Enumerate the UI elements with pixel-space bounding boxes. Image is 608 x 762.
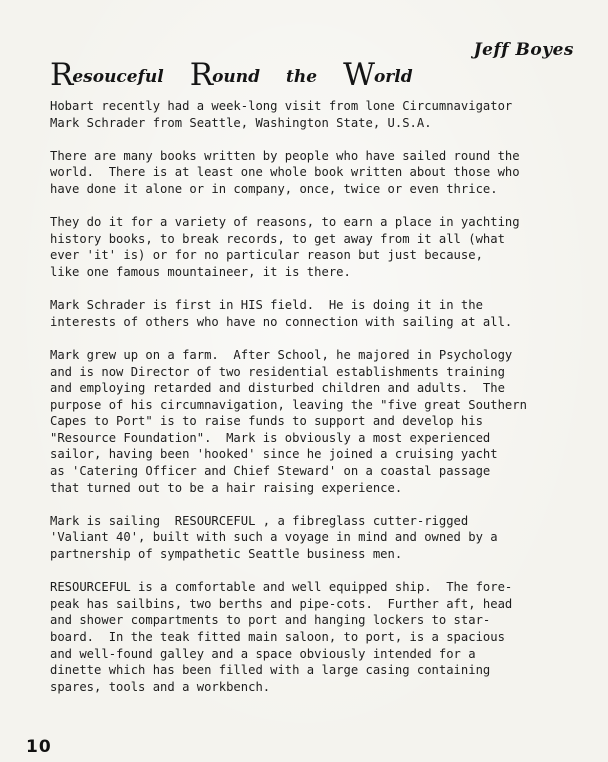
- text-line: There are many books written by people who have sailed round the: [50, 148, 520, 163]
- text-line: interests of others who have no connection with sailing at all.: [50, 314, 513, 329]
- paragraph: [50, 347, 595, 496]
- text-line: world. There is at least one whole book written about those who: [50, 165, 520, 180]
- text-line: partnership of sympathetic Seattle business men.: [50, 547, 403, 562]
- text-line: board. In the teak fitted main saloon, to port, is a spacious: [50, 630, 505, 644]
- text-line: Capes to Port" is to raise funds to support and develop his: [50, 414, 483, 429]
- text-line: and shower compartments to port and hanging lockers to star-: [50, 613, 491, 628]
- text-line: purpose of his circumnavigation, leaving the "five great Southern: [50, 397, 527, 412]
- text-line: RESOURCEFUL is a comfortable and well equipped ship. The fore-: [50, 580, 513, 595]
- paragraph: [50, 214, 595, 280]
- paragraph: [50, 579, 595, 695]
- text-line: "Resource Foundation". Mark is obviously a most experienced: [50, 430, 491, 445]
- text-line: dinette which has been filled with a large casing containing: [50, 663, 491, 678]
- title-word-2: Round: [189, 57, 261, 93]
- text-line: and well-found galley and a space obviously intended for a: [50, 646, 476, 661]
- text-line: like one famous mountaineer, it is there.: [50, 264, 351, 279]
- text-line: history books, to break records, to get away from it all (what: [50, 231, 505, 246]
- text-line: ever 'it' is) or for no particular reason but just because,: [50, 248, 483, 263]
- text-line: sailor, having been 'hooked' since he joined a cruising yacht: [50, 447, 498, 462]
- text-line: Mark is sailing RESOURCEFUL , a fibreglass cutter-rigged: [50, 513, 469, 528]
- paragraph: [50, 297, 595, 330]
- title-word-1: Resouceful: [50, 57, 164, 93]
- text-line: Mark Schrader is first in HIS field. He is doing it in the: [50, 298, 483, 313]
- text-line: spares, tools and a workbench.: [50, 679, 271, 694]
- text-line: as 'Catering Officer and Chief Steward' on a coastal passage: [50, 464, 491, 479]
- text-line: and is now Director of two residential establishments training: [50, 364, 505, 379]
- page-number: 10: [26, 737, 52, 757]
- paragraph: [50, 148, 595, 198]
- article-body: [50, 98, 595, 712]
- text-line: and employing retarded and disturbed children and adults. The: [50, 381, 505, 396]
- author-name: Jeff Boyes: [473, 40, 574, 60]
- article-title: [50, 57, 439, 93]
- text-line: Mark Schrader from Seattle, Washington State, U.S.A.: [50, 115, 432, 130]
- text-line: that turned out to be a hair raising experience.: [50, 480, 403, 495]
- text-line: Mark grew up on a farm. After School, he majored in Psychology: [50, 347, 513, 362]
- text-line: Hobart recently had a week-long visit from lone Circumnavigator: [50, 99, 513, 113]
- paragraph: [50, 98, 595, 131]
- title-word-3: the: [286, 67, 318, 87]
- text-line: have done it alone or in company, once, twice or even thrice.: [50, 181, 498, 196]
- title-word-4: World: [343, 57, 413, 93]
- text-line: They do it for a variety of reasons, to earn a place in yachting: [50, 215, 520, 230]
- paragraph: [50, 513, 595, 563]
- text-line: peak has sailbins, two berths and pipe-cots. Further aft, head: [50, 596, 513, 611]
- text-line: 'Valiant 40', built with such a voyage in mind and owned by a: [50, 530, 498, 545]
